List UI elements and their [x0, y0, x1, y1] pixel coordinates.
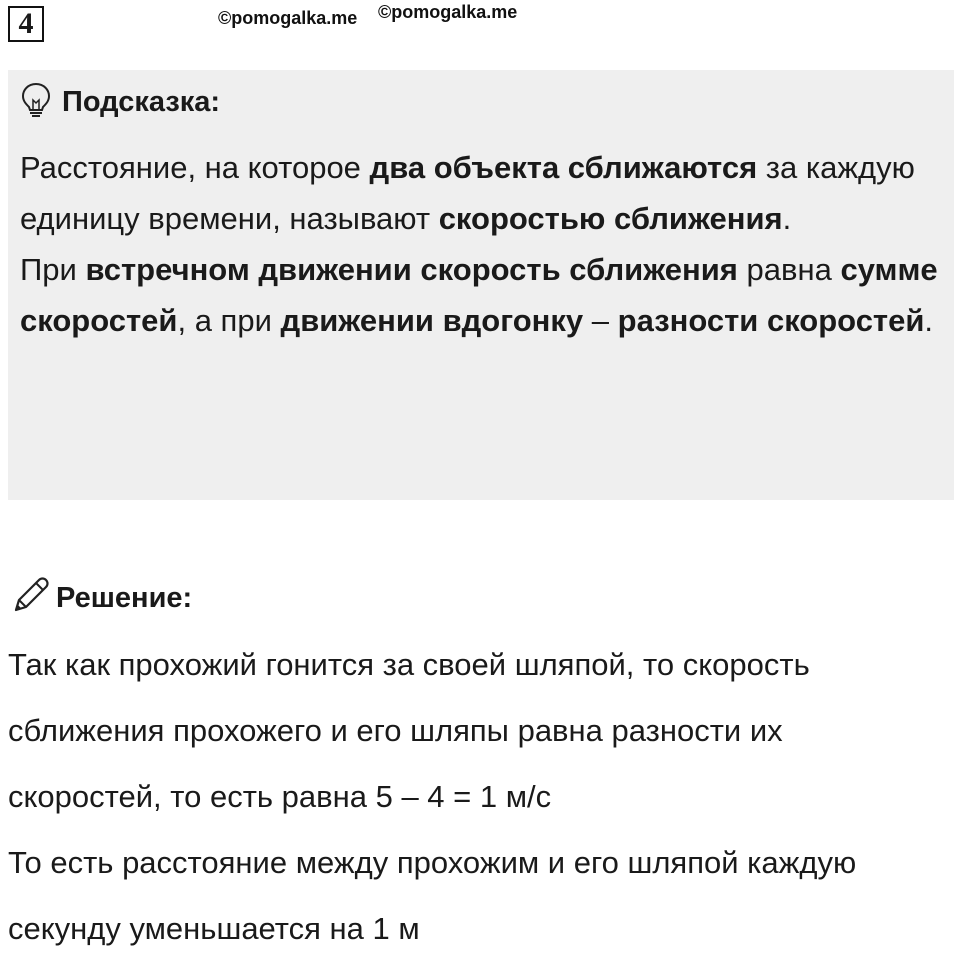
hint-paragraph: Расстояние, на которое два объекта сближаются за каждую единицу времени, называют скоростью сближения.: [20, 150, 915, 236]
hint-text: [20, 142, 940, 346]
hint-paragraph: При встречном движении скорость сближения равна сумме скоростей, а при движении вдогонку – разности скоростей.: [20, 252, 938, 338]
hint-panel: [8, 70, 954, 500]
watermark: ©pomogalka.me: [218, 8, 358, 28]
solution-title: Решение:: [56, 582, 193, 614]
lightbulb-icon: [20, 82, 52, 123]
solution-line: скоростей, то есть равна 5 – 4 = 1 м/с: [8, 779, 552, 814]
pencil-icon: [10, 576, 50, 621]
solution-line: То есть расстояние между прохожим и его шляпой каждую: [8, 845, 857, 880]
hint-title: Подсказка:: [62, 86, 221, 118]
task-number-badge: [8, 6, 44, 42]
solution-line: сближения прохожего и его шляпы равна разности их: [8, 713, 783, 748]
watermark: ©pomogalka.me: [378, 2, 518, 22]
solution-line: Так как прохожий гонится за своей шляпой, то скорость: [8, 647, 810, 682]
hint-header: [20, 82, 220, 123]
solution-header: [10, 576, 192, 621]
solution-text: [8, 632, 953, 962]
task-number: 4: [18, 7, 34, 40]
solution-line: секунду уменьшается на 1 м: [8, 911, 420, 946]
